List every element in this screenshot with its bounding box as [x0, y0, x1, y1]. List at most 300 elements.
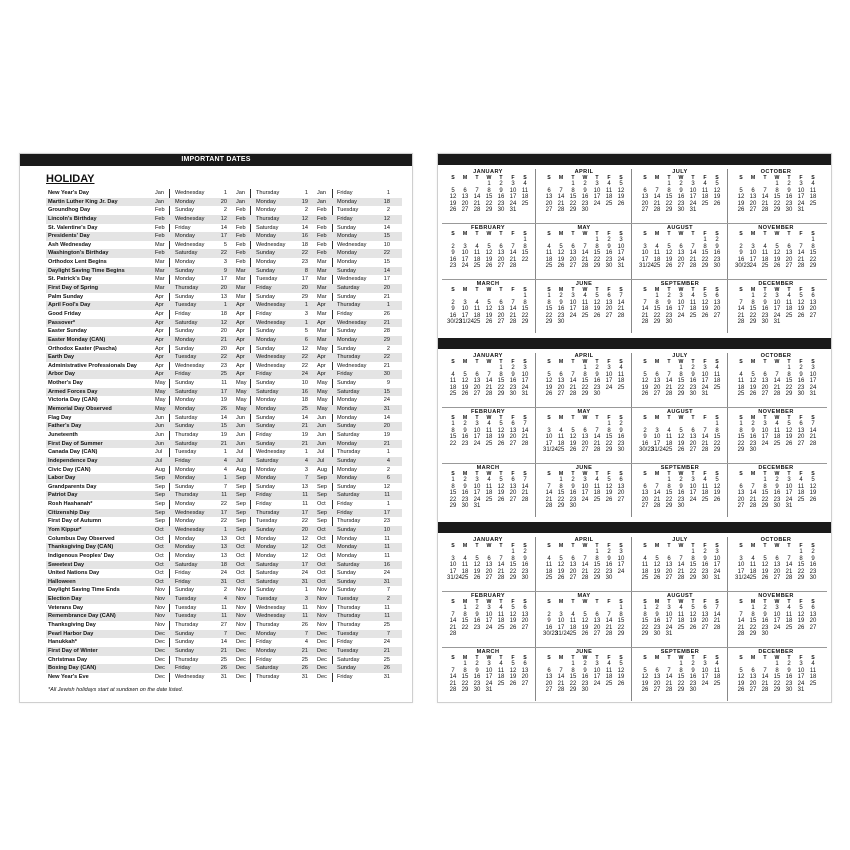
weekday-label: W [582, 599, 588, 605]
day-number: 25 [713, 680, 721, 687]
weekday-label: S [643, 471, 647, 477]
day-number: 14 [641, 306, 649, 313]
day-number: 29 [581, 390, 589, 397]
weekday-y1: Thursday [175, 492, 199, 499]
weekday-label: S [451, 231, 455, 237]
day-number: 20 [557, 384, 565, 391]
weekday-label: T [475, 415, 479, 421]
weekday-label: T [667, 655, 671, 661]
day-number: 12 [737, 194, 745, 201]
day-y3: 31 [383, 406, 390, 413]
day-number: 27 [641, 206, 649, 213]
holiday-name: Ash Wednesday [48, 241, 92, 248]
day-number: 5 [559, 555, 563, 562]
month-y3: Nov [317, 604, 327, 611]
day-y3: 2 [386, 207, 390, 214]
day-number: 24 [473, 496, 481, 503]
holiday-name: Mother's Day [48, 380, 83, 387]
day-number: 18 [785, 618, 793, 625]
day-number: 29 [785, 390, 793, 397]
day-number: 10 [461, 306, 469, 313]
weekday-y3: Tuesday [337, 630, 359, 637]
weekday-label: T [787, 359, 791, 365]
month-divider [631, 169, 632, 333]
day-y2: 31 [301, 673, 308, 680]
weekday-y3: Saturday [337, 656, 360, 663]
day-number: 29 [461, 686, 469, 693]
day-number: 20 [773, 568, 781, 575]
month-calendar [538, 537, 630, 590]
day-grid [543, 599, 630, 637]
day-y3: 9 [386, 380, 390, 387]
day-number: 6 [667, 555, 671, 562]
month-calendar [538, 281, 630, 334]
day-number: 16 [773, 490, 781, 497]
day-number: 28 [701, 446, 709, 453]
day-number: 26 [593, 312, 601, 319]
month-calendar [634, 281, 726, 334]
holiday-row [46, 638, 402, 647]
day-number: 7 [667, 667, 671, 674]
day-number: 17 [593, 194, 601, 201]
weekday-label: T [667, 471, 671, 477]
day-y2: 20 [301, 526, 308, 533]
day-number: 16 [809, 562, 817, 569]
day-number: 31 [689, 206, 697, 213]
day-number: 2 [559, 293, 563, 300]
month-y2: Dec [236, 673, 246, 680]
holiday-name: Christmas Day [48, 656, 88, 663]
day-y3: 26 [383, 665, 390, 672]
day-number: 21 [509, 312, 517, 319]
day-number: 18 [713, 378, 721, 385]
weekday-label: F [607, 599, 611, 605]
day-number: 26 [713, 496, 721, 503]
day-number: 16 [461, 434, 469, 441]
day-number: 3 [703, 365, 707, 372]
day-number: 15 [773, 194, 781, 201]
holiday-name: Independence Day [48, 457, 98, 464]
day-number: 15 [581, 378, 589, 385]
month-y1: Sep [155, 492, 165, 499]
day-number: 27 [521, 624, 529, 631]
month-y3: Oct [317, 535, 326, 542]
day-number: 27 [689, 446, 697, 453]
day-number: 6 [571, 243, 575, 250]
day-number: 8 [451, 483, 455, 490]
weekday-label: T [595, 359, 599, 365]
day-number: 13 [641, 194, 649, 201]
weekday-label: M [750, 287, 756, 293]
day-number: 19 [641, 680, 649, 687]
weekday-y3: Sunday [337, 224, 356, 231]
weekday-y3: Tuesday [337, 647, 359, 654]
month-name: JUNE [575, 281, 593, 287]
day-number: 1 [523, 293, 527, 300]
day-number: 21 [497, 568, 505, 575]
day-number: 6 [655, 371, 659, 378]
weekday-label: W [582, 175, 588, 181]
weekday-y3: Monday [337, 198, 357, 205]
holiday-name: Martin Luther King Jr. Day [48, 198, 118, 205]
day-y1: 13 [220, 293, 227, 300]
month-calendar [442, 593, 534, 646]
day-number: 2 [643, 427, 647, 434]
day-number: 5 [451, 187, 455, 194]
day-number: 25 [605, 200, 613, 207]
day-grid [639, 175, 726, 213]
day-number: 3 [775, 293, 779, 300]
month-y1: Jul [155, 457, 163, 464]
day-number: 8 [763, 483, 767, 490]
weekday-label: T [595, 287, 599, 293]
month-y1: Dec [155, 673, 165, 680]
day-number: 7 [763, 187, 767, 194]
month-y3: Oct [317, 561, 326, 568]
month-name: SEPTEMBER [660, 649, 700, 655]
day-number: 8 [667, 187, 671, 194]
month-name: JANUARY [473, 169, 503, 175]
day-number: 29 [773, 686, 781, 693]
weekday-label: T [763, 655, 767, 661]
weekday-y1: Sunday [175, 630, 194, 637]
day-number: 27 [569, 574, 577, 581]
month-y2: Oct [236, 535, 245, 542]
weekday-label: S [811, 655, 815, 661]
day-number: 19 [557, 568, 565, 575]
day-number: 17 [677, 306, 685, 313]
day-number: 11 [797, 483, 805, 490]
day-number: 31/24 [543, 446, 559, 453]
month-divider [535, 353, 536, 517]
month-y3: Apr [317, 362, 326, 369]
day-number: 3 [703, 661, 707, 668]
day-number: 3 [787, 477, 791, 484]
day-number: 12 [461, 378, 469, 385]
day-number: 1 [511, 549, 515, 556]
weekday-label: M [558, 543, 564, 549]
day-number: 23 [569, 496, 577, 503]
day-y2: 23 [301, 259, 308, 266]
month-y2: Jun [236, 431, 246, 438]
day-number: 10 [593, 667, 601, 674]
day-number: 22 [677, 680, 685, 687]
holiday-row [46, 353, 402, 362]
day-grid [543, 175, 630, 213]
day-number: 7 [763, 667, 767, 674]
weekday-label: M [654, 655, 660, 661]
weekday-label: T [667, 359, 671, 365]
weekday-label: T [691, 287, 695, 293]
month-y3: Jun [317, 414, 327, 421]
month-y3: Feb [317, 233, 327, 240]
holiday-row [46, 310, 402, 319]
holiday-name: St. Patrick's Day [48, 276, 92, 283]
day-number: 22 [737, 440, 745, 447]
weekday-y1: Saturday [175, 388, 198, 395]
day-number: 2 [571, 477, 575, 484]
day-y1: 15 [220, 423, 227, 430]
weekday-label: T [571, 287, 575, 293]
day-number: 22 [761, 496, 769, 503]
day-number: 27 [581, 446, 589, 453]
day-number: 14 [581, 250, 589, 257]
day-number: 13 [809, 611, 817, 618]
day-number: 17 [617, 250, 625, 257]
month-calendar [538, 409, 630, 462]
day-number: 25 [497, 624, 505, 631]
month-y2: May [236, 406, 247, 413]
day-number: 31 [509, 206, 517, 213]
weekday-label: S [811, 231, 815, 237]
day-number: 13 [569, 562, 577, 569]
day-number: 4 [739, 371, 743, 378]
weekday-y1: Sunday [175, 293, 194, 300]
holiday-row [46, 604, 402, 613]
day-number: 8 [739, 427, 743, 434]
weekday-y3: Sunday [337, 587, 356, 594]
day-number: 23 [497, 200, 505, 207]
day-number: 15 [485, 194, 493, 201]
day-number: 18 [557, 440, 565, 447]
day-number: 29 [689, 574, 697, 581]
day-y1: 18 [220, 310, 227, 317]
month-y1: Mar [155, 267, 165, 274]
weekday-label: F [703, 175, 707, 181]
day-number: 11 [485, 483, 493, 490]
day-number: 31/24 [459, 318, 475, 325]
day-number: 27 [509, 440, 517, 447]
weekday-label: T [787, 231, 791, 237]
month-calendar [538, 593, 630, 646]
month-y1: Nov [155, 613, 165, 620]
weekday-label: T [667, 415, 671, 421]
holiday-name: Grandparents Day [48, 483, 97, 490]
day-number: 21 [653, 200, 661, 207]
day-number: 3 [679, 293, 683, 300]
weekday-y1: Sunday [175, 423, 194, 430]
day-number: 17 [449, 568, 457, 575]
month-y1: Oct [155, 570, 164, 577]
day-number: 11 [497, 667, 505, 674]
day-number: 28 [737, 630, 745, 637]
holiday-row [46, 612, 402, 621]
month-y1: Feb [155, 215, 165, 222]
weekday-label: S [547, 231, 551, 237]
weekday-label: T [667, 599, 671, 605]
weekday-y3: Saturday [337, 492, 360, 499]
day-number: 11 [653, 250, 661, 257]
day-number: 11 [785, 611, 793, 618]
weekday-label: S [451, 543, 455, 549]
day-grid [447, 543, 534, 581]
day-number: 8 [463, 667, 467, 674]
month-name: MAY [577, 593, 591, 599]
month-divider [631, 537, 632, 701]
day-number: 22 [773, 680, 781, 687]
day-number: 19 [773, 256, 781, 263]
weekday-label: W [582, 543, 588, 549]
day-number: 2 [463, 421, 467, 428]
day-y3: 15 [383, 388, 390, 395]
day-number: 23 [665, 312, 673, 319]
day-y2: 14 [301, 224, 308, 231]
holiday-name: Rosh Hashanah* [48, 501, 93, 508]
day-number: 23 [689, 680, 697, 687]
day-number: 28 [605, 630, 613, 637]
holiday-row [46, 673, 402, 682]
day-number: 5 [739, 667, 743, 674]
day-number: 2 [691, 365, 695, 372]
month-calendar [442, 649, 534, 702]
day-y2: 16 [301, 388, 308, 395]
month-y3: Dec [317, 647, 327, 654]
day-number: 11 [713, 667, 721, 674]
day-number: 6 [571, 555, 575, 562]
month-calendar [634, 353, 726, 406]
day-number: 5 [511, 605, 515, 612]
day-number: 8 [691, 555, 695, 562]
day-number: 9 [643, 434, 647, 441]
month-y1: Dec [155, 647, 165, 654]
day-number: 27 [557, 390, 565, 397]
day-number: 1 [679, 365, 683, 372]
weekday-label: T [475, 543, 479, 549]
weekday-y2: Saturday [256, 665, 279, 672]
day-number: 22 [557, 496, 565, 503]
holiday-name: Memorial Day Observed [48, 406, 112, 413]
weekday-label: T [763, 471, 767, 477]
day-number: 26 [461, 390, 469, 397]
weekday-label: M [462, 287, 468, 293]
day-number: 29 [809, 262, 817, 269]
holiday-row [46, 396, 402, 405]
weekday-label: F [703, 471, 707, 477]
day-number: 25 [713, 384, 721, 391]
month-y1: Nov [155, 622, 165, 629]
day-number: 8 [679, 667, 683, 674]
day-y2: 25 [301, 656, 308, 663]
day-number: 26 [497, 440, 505, 447]
day-number: 19 [617, 674, 625, 681]
weekday-y3: Thursday [337, 604, 361, 611]
weekday-label: T [787, 287, 791, 293]
day-y2: 29 [301, 293, 308, 300]
day-y2: 12 [301, 544, 308, 551]
weekday-y1: Tuesday [175, 302, 197, 309]
day-y1: 13 [220, 535, 227, 542]
day-number: 28 [641, 318, 649, 325]
weekday-label: T [499, 287, 503, 293]
day-number: 10 [701, 371, 709, 378]
weekday-label: F [511, 471, 515, 477]
weekday-label: F [607, 359, 611, 365]
month-calendar [442, 169, 534, 222]
day-number: 2 [451, 299, 455, 306]
month-y1: Oct [155, 578, 164, 585]
weekday-y2: Sunday [256, 526, 275, 533]
day-number: 17 [761, 434, 769, 441]
weekday-y2: Sunday [256, 267, 275, 274]
holiday-row [46, 422, 402, 431]
weekday-label: W [678, 471, 684, 477]
month-y3: Feb [317, 215, 327, 222]
weekday-label: W [678, 415, 684, 421]
day-number: 5 [643, 667, 647, 674]
weekday-y2: Sunday [256, 483, 275, 490]
day-number: 11 [545, 562, 553, 569]
day-number: 31 [617, 262, 625, 269]
day-y1: 4 [223, 466, 227, 473]
day-y2: 8 [304, 267, 308, 274]
weekday-label: M [558, 599, 564, 605]
weekday-y3: Saturday [337, 388, 360, 395]
month-y1: Feb [155, 224, 165, 231]
weekday-y3: Monday [337, 259, 357, 266]
day-number: 21 [797, 256, 805, 263]
day-number: 23 [449, 262, 457, 269]
day-y3: 17 [383, 276, 390, 283]
day-y3: 14 [383, 414, 390, 421]
day-number: 10 [689, 187, 697, 194]
day-number: 3 [547, 427, 551, 434]
day-number: 12 [701, 299, 709, 306]
month-y2: Sep [236, 492, 246, 499]
day-number: 3 [595, 181, 599, 188]
day-number: 14 [665, 674, 673, 681]
weekday-label: T [763, 415, 767, 421]
month-y2: Nov [236, 622, 246, 629]
day-number: 13 [593, 618, 601, 625]
month-y2: Sep [236, 501, 246, 508]
day-number: 24 [761, 440, 769, 447]
day-number: 6 [547, 667, 551, 674]
day-number: 23 [473, 624, 481, 631]
day-number: 11 [485, 427, 493, 434]
month-y3: Sep [317, 475, 327, 482]
weekday-label: T [571, 231, 575, 237]
holiday-name: First Day of Autumn [48, 518, 102, 525]
day-number: 27 [653, 686, 661, 693]
day-number: 12 [605, 483, 613, 490]
weekday-y2: Wednesday [256, 449, 286, 456]
day-number: 28 [761, 206, 769, 213]
day-number: 12 [509, 611, 517, 618]
month-name: JULY [672, 169, 688, 175]
weekday-y1: Monday [175, 501, 195, 508]
day-y2: 17 [301, 509, 308, 516]
weekday-y2: Friday [256, 492, 272, 499]
day-y1: 17 [220, 388, 227, 395]
day-number: 1 [751, 293, 755, 300]
day-number: 26 [473, 574, 481, 581]
month-y2: Feb [236, 233, 246, 240]
weekday-label: T [763, 231, 767, 237]
day-number: 6 [619, 477, 623, 484]
day-number: 30 [761, 630, 769, 637]
weekday-y2: Sunday [256, 587, 275, 594]
day-number: 15 [593, 250, 601, 257]
holiday-name: Election Day [48, 596, 82, 603]
day-number: 10 [749, 250, 757, 257]
day-number: 11 [593, 483, 601, 490]
day-number: 2 [715, 237, 719, 244]
holiday-row [46, 664, 402, 673]
day-number: 27 [509, 496, 517, 503]
weekday-y2: Tuesday [256, 518, 278, 525]
day-number: 11 [713, 371, 721, 378]
month-y1: Nov [155, 587, 165, 594]
